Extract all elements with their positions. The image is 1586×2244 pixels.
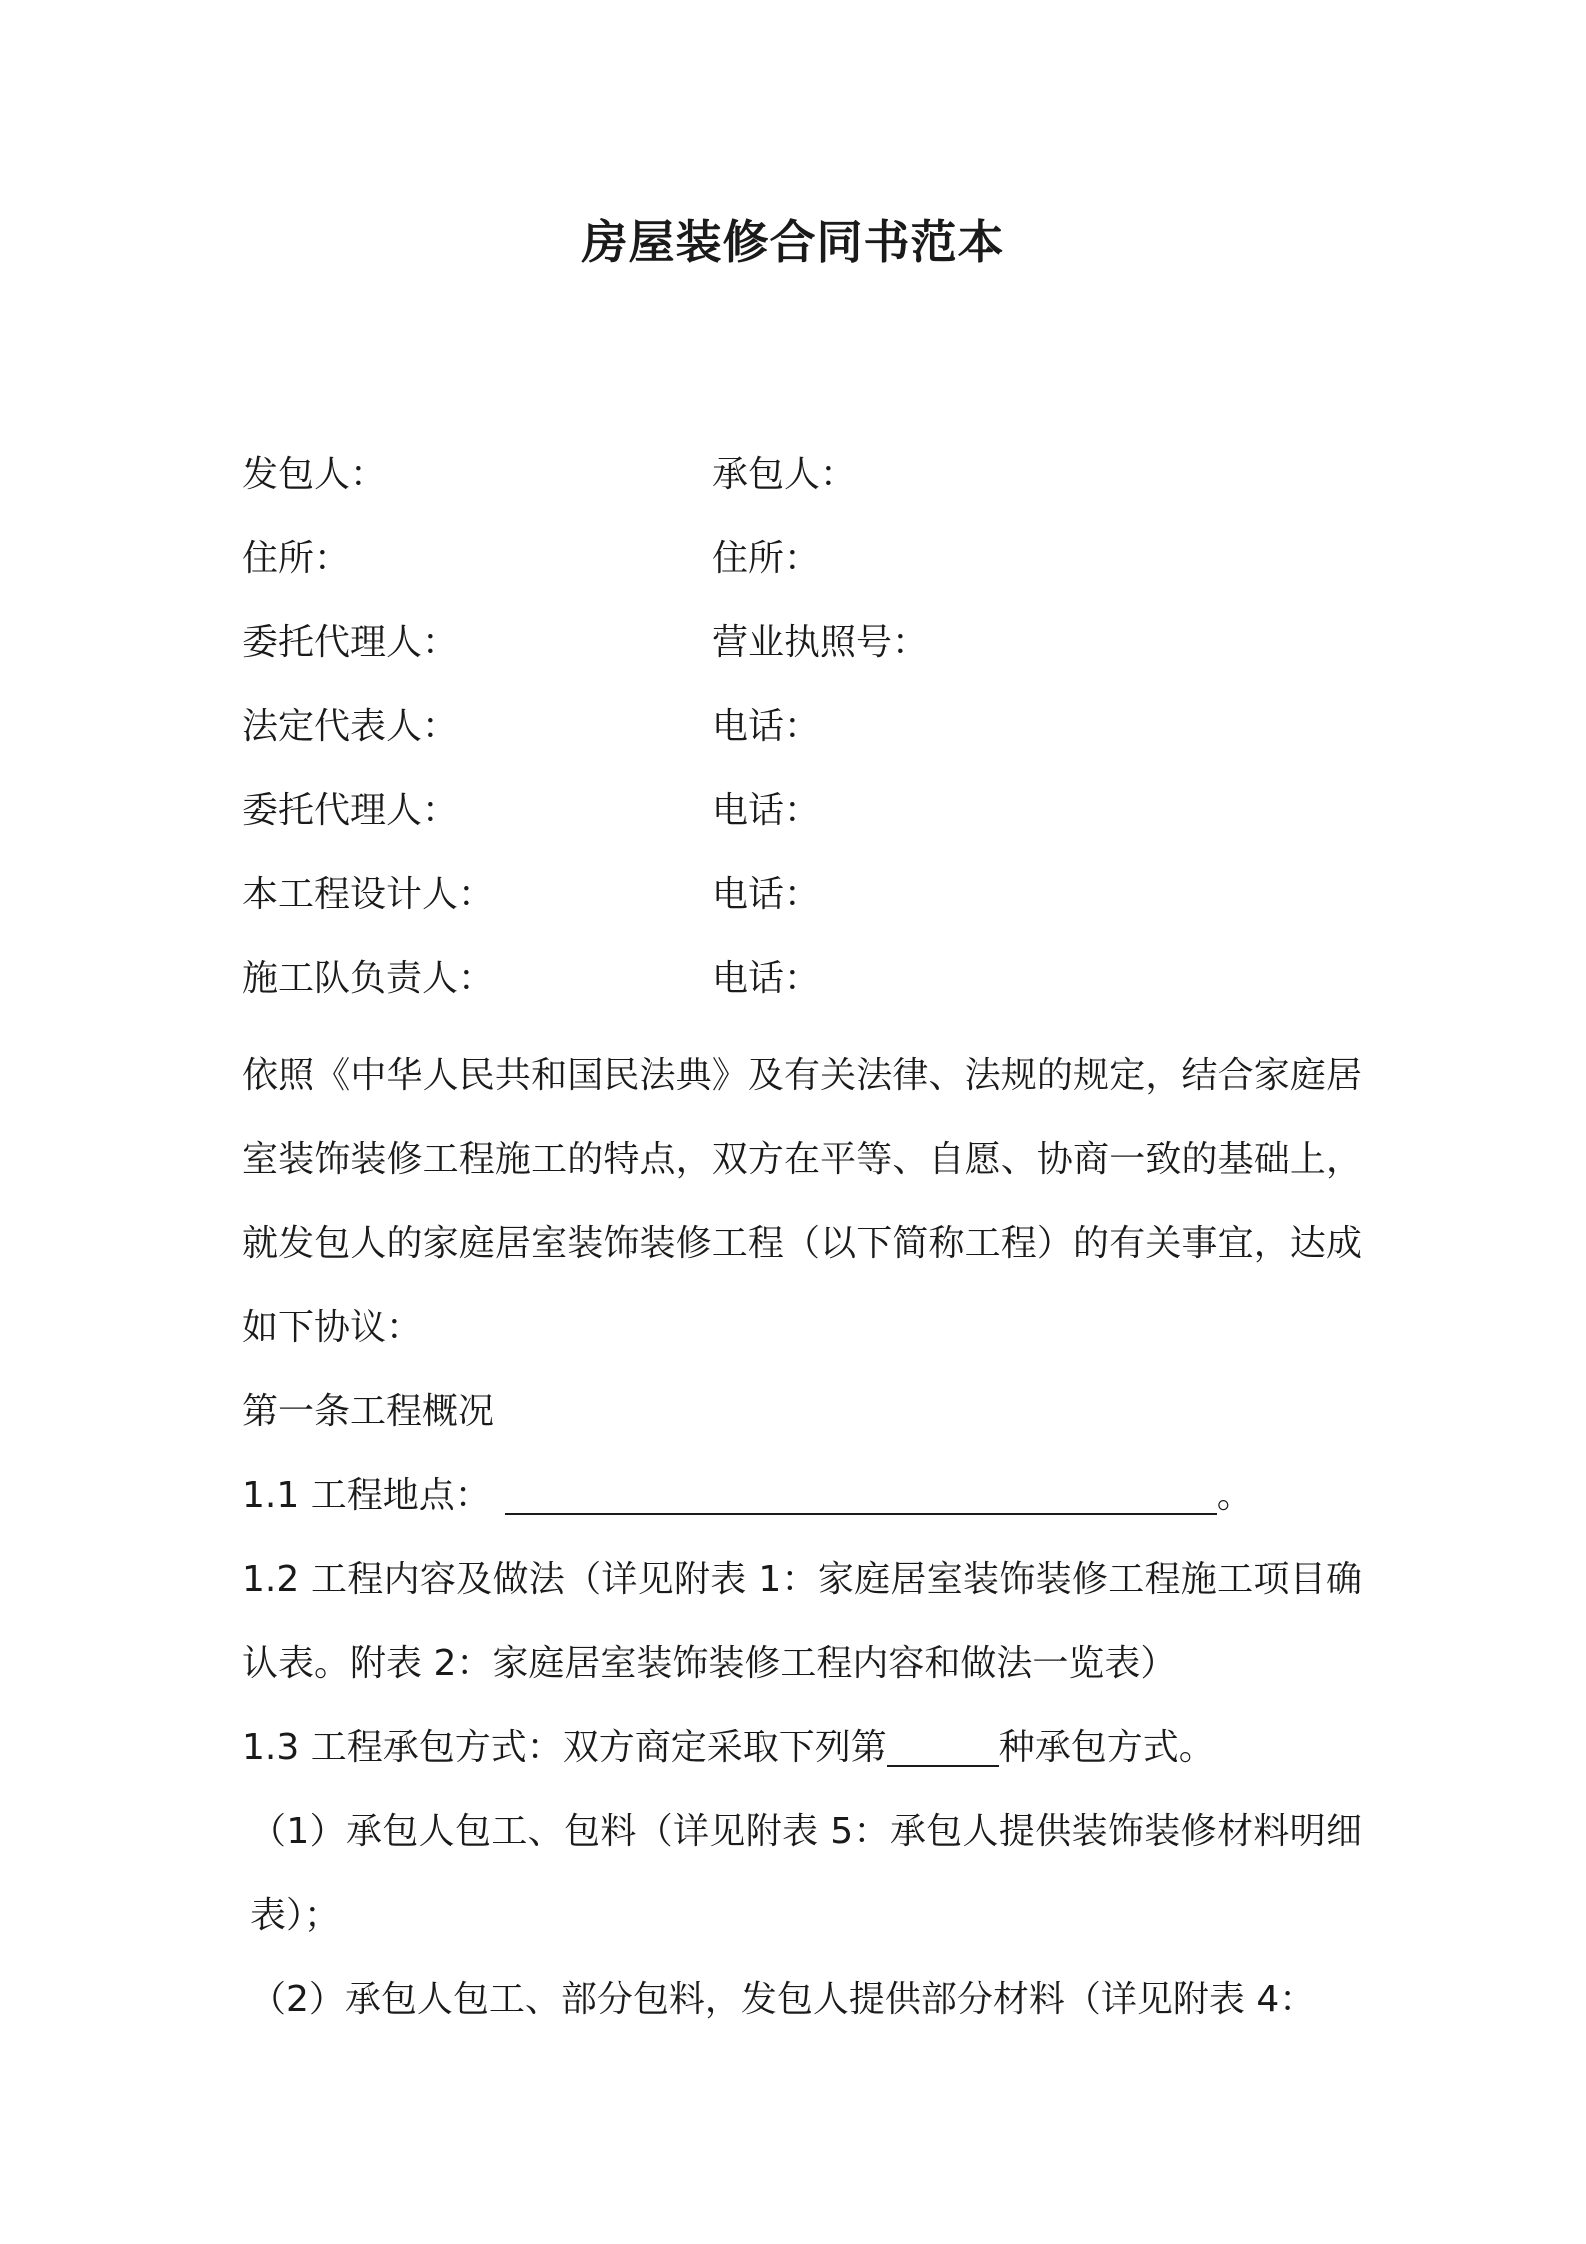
- item-1-3-prefix: 1.3 工程承包方式：双方商定采取下列第: [242, 1727, 887, 1768]
- party-left-label: 住所：: [242, 538, 351, 579]
- party-left-label: 施工队负责人：: [242, 958, 495, 999]
- contract-body: [242, 1034, 1362, 2042]
- contract-method-blank[interactable]: [887, 1727, 999, 1767]
- party-left-label: 法定代表人：: [242, 706, 459, 747]
- party-left-label: 发包人：: [242, 454, 387, 495]
- item-1-3: [242, 1706, 1362, 1790]
- party-row: [242, 954, 1362, 1038]
- party-row: [242, 618, 1362, 702]
- party-row: [242, 450, 1362, 534]
- party-right-label: 电话：: [712, 706, 821, 747]
- project-location-blank[interactable]: [505, 1475, 1217, 1515]
- option-1: （1）承包人包工、包料（详见附表 5：承包人提供装饰装修材料明细表）；: [250, 1811, 1362, 1936]
- item-1-1-label: 1.1 工程地点：: [242, 1475, 491, 1516]
- party-right-label: 承包人：: [712, 454, 857, 495]
- party-left-label: 委托代理人：: [242, 622, 459, 663]
- party-row: [242, 786, 1362, 870]
- party-row: [242, 702, 1362, 786]
- item-1-1-period: 。: [1216, 1475, 1253, 1516]
- intro-paragraph: 依照《中华人民共和国民法典》及有关法律、法规的规定，结合家庭居室装饰装修工程施工的特点，双方在平等、自愿、协商一致的基础上，就发包人的家庭居室装饰装修工程（以下简称工程）的有关事宜，达成如下协议：: [242, 1055, 1362, 1348]
- option-2: （2）承包人包工、部分包料，发包人提供部分材料（详见附表 4：: [250, 1979, 1316, 2020]
- party-left-label: 委托代理人：: [242, 790, 459, 831]
- party-right-label: 住所：: [712, 538, 821, 579]
- item-1-2: 1.2 工程内容及做法（详见附表 1：家庭居室装饰装修工程施工项目确认表。附表 2：家庭居室装饰装修工程内容和做法一览表）: [242, 1559, 1362, 1684]
- item-1-1: [242, 1454, 1362, 1538]
- parties-block: [242, 450, 1362, 1038]
- party-right-label: 电话：: [712, 958, 821, 999]
- document-title: 房屋装修合同书范本: [581, 215, 1005, 269]
- party-left-label: 本工程设计人：: [242, 874, 495, 915]
- party-right-label: 营业执照号：: [712, 622, 929, 663]
- party-right-label: 电话：: [712, 790, 821, 831]
- party-row: [242, 534, 1362, 618]
- party-row: [242, 870, 1362, 954]
- article-heading: 第一条工程概况: [242, 1391, 495, 1432]
- item-1-3-suffix: 种承包方式。: [998, 1727, 1215, 1768]
- party-right-label: 电话：: [712, 874, 821, 915]
